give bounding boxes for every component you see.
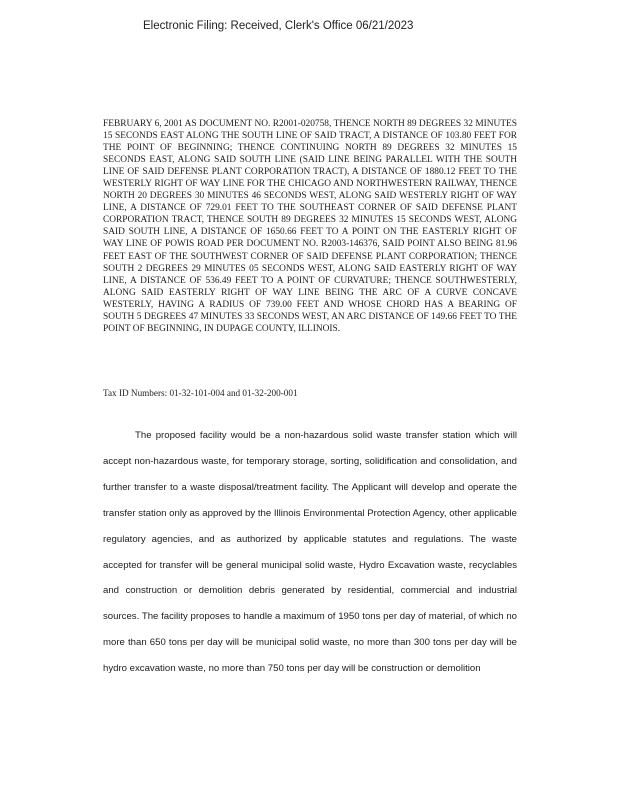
filing-stamp: Electronic Filing: Received, Clerk's Office 06/21/2023 [143, 20, 414, 32]
facility-description-paragraph: The proposed facility would be a non-hazardous solid waste transfer station which will accept non-hazardous waste, for temporary storage, sorting, solidification and consolidation, and further transfer to a waste disposal/treatment facility. The Applicant will develop and operate the transfer station only as approved by the Illinois Environmental Protection Agency, other applicable regulatory agencies, and as authorized by applicable statutes and regulations. The waste accepted for transfer will be general municipal solid waste, Hydro Excavation waste, recyclables and construction or demolition debris generated by residential, commercial and industrial sources. The facility proposes to handle a maximum of 1950 tons per day of material, of which no more than 650 tons per day will be municipal solid waste, no more than 300 tons per day will be hydro excavation waste, no more than 750 tons per day will be construction or demolition [103, 430, 517, 675]
tax-id-numbers: Tax ID Numbers: 01-32-101-004 and 01-32-200-001 [103, 388, 298, 398]
legal-description: FEBRUARY 6, 2001 AS DOCUMENT NO. R2001-020758, THENCE NORTH 89 DEGREES 32 MINUTES 15 SECONDS EAST ALONG THE SOUTH LINE OF SAID TRACT, A DISTANCE OF 103.80 FEET FOR THE POINT OF BEGINNING; THENCE CONTINUING NORTH 89 DEGREES 32 MINUTES 15 SECONDS EAST, ALONG SAID SOUTH LINE (SAID LINE BEING PARALLEL WITH THE SOUTH LINE OF SAID DEFENSE PLANT CORPORATION TRACT), A DISTANCE OF 1880.12 FEET TO THE WESTERLY RIGHT OF WAY LINE FOR THE CHICAGO AND NORTHWESTERN RAILWAY, THENCE NORTH 20 DEGREES 30 MINUTES 46 SECONDS WEST, ALONG SAID WESTERLY RIGHT OF WAY LINE, A DISTANCE OF 729.01 FEET TO THE SOUTHEAST CORNER OF SAID DEFENSE PLANT CORPORATION TRACT, THENCE SOUTH 89 DEGREES 32 MINUTES 15 SECONDS WEST, ALONG SAID SOUTH LINE, A DISTANCE OF 1650.66 FEET TO A POINT ON THE EASTERLY RIGHT OF WAY LINE OF POWIS ROAD PER DOCUMENT NO. R2003-146376, SAID POINT ALSO BEING 81.96 FEET EAST OF THE SOUTHWEST CORNER OF SAID DEFENSE PLANT CORPORATION; THENCE SOUTH 2 DEGREES 29 MINUTES 05 SECONDS WEST, ALONG SAID EASTERLY RIGHT OF WAY LINE, A DISTANCE OF 536.49 FEET TO A POINT OF CURVATURE; THENCE SOUTHWESTERLY, ALONG SAID EASTERLY RIGHT OF WAY LINE BEING THE ARC OF A CURVE CONCAVE WESTERLY, HAVING A RADIUS OF 739.00 FEET AND WHOSE CHORD HAS A BEARING OF SOUTH 5 DEGREES 47 MINUTES 33 SECONDS WEST, AN ARC DISTANCE OF 149.66 FEET TO THE POINT OF BEGINNING, IN DUPAGE COUNTY, ILLINOIS. [103, 119, 517, 334]
